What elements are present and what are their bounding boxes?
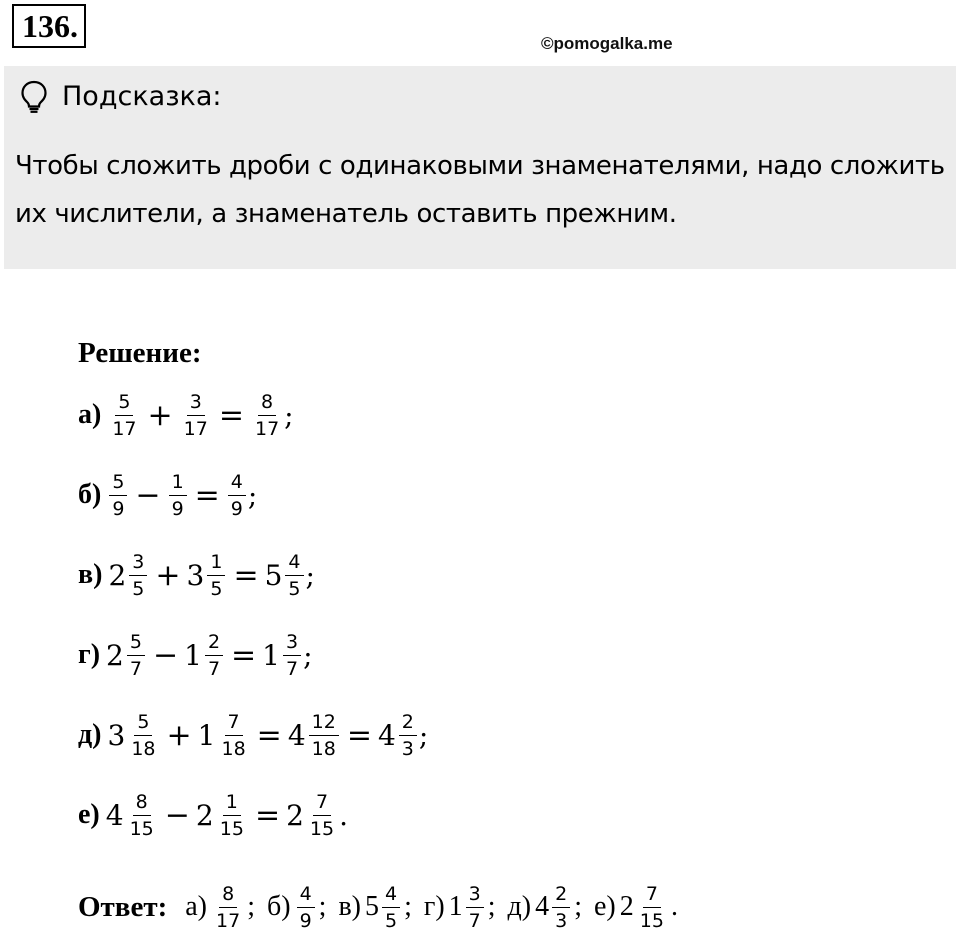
hint-title: Подсказка: <box>62 81 222 112</box>
fraction <box>218 711 248 760</box>
numerator: 2 <box>399 711 417 736</box>
denominator: 15 <box>309 817 335 840</box>
operator: + <box>166 717 192 753</box>
numerator: 5 <box>134 711 152 736</box>
numerator: 4 <box>297 883 315 908</box>
denominator: 9 <box>171 497 184 520</box>
row-label: а) <box>78 399 102 430</box>
row-end: ; <box>247 478 258 512</box>
fraction <box>552 883 570 932</box>
whole-part: 2 <box>286 798 304 832</box>
numerator: 4 <box>285 551 303 576</box>
answer-item-end: . <box>670 891 678 922</box>
operator: + <box>147 397 173 433</box>
fraction <box>128 711 158 760</box>
mixed-number <box>449 883 486 932</box>
solution-row <box>78 455 428 535</box>
mixed-number <box>288 711 341 760</box>
mixed-number <box>295 883 317 932</box>
mixed-number <box>167 471 189 520</box>
numerator: 3 <box>283 631 301 656</box>
mixed-number <box>184 631 225 680</box>
hint-header <box>20 80 222 114</box>
mixed-number <box>378 711 419 760</box>
whole-part: 4 <box>377 718 396 752</box>
task-number: 136 <box>22 8 70 44</box>
row-end: ; <box>305 558 315 592</box>
fraction <box>297 883 315 932</box>
mixed-number <box>108 711 161 760</box>
answer-item <box>508 883 582 932</box>
answer-item-label: б) <box>266 891 291 922</box>
operator: = <box>231 637 257 673</box>
denominator: 15 <box>129 817 154 840</box>
numerator: 3 <box>466 883 484 908</box>
mixed-number <box>198 711 251 760</box>
denominator: 17 <box>183 417 208 440</box>
answer-item <box>594 883 678 932</box>
denominator: 7 <box>129 657 142 680</box>
answer-label: Ответ: <box>78 890 168 923</box>
hint-panel <box>4 66 956 269</box>
mixed-number <box>365 883 402 932</box>
answer-item-label: д) <box>507 891 532 922</box>
answer-line <box>78 872 690 942</box>
mixed-number <box>106 631 147 680</box>
denominator: 15 <box>639 909 664 932</box>
whole-part: 4 <box>287 718 306 752</box>
mixed-number <box>187 551 228 600</box>
answer-item <box>267 883 326 932</box>
hint-text: Чтобы сложить дроби с одинаковыми знаменателями, надо сложить их числители, а знаменатель оставить прежним. <box>15 151 945 229</box>
mixed-number <box>179 391 213 440</box>
answer-item-label: в) <box>338 891 361 922</box>
solution-rows <box>78 375 428 855</box>
denominator: 17 <box>112 417 137 440</box>
numerator: 5 <box>127 631 145 656</box>
answer-item-end: ; <box>574 891 582 922</box>
row-label: г) <box>78 639 101 670</box>
whole-part: 3 <box>107 718 126 752</box>
whole-part: 2 <box>619 891 634 922</box>
numerator: 5 <box>109 471 127 496</box>
fraction <box>399 711 417 760</box>
operator: = <box>254 797 281 833</box>
numerator: 1 <box>223 791 241 816</box>
denominator: 3 <box>555 909 568 932</box>
answer-items <box>185 883 690 932</box>
row-end: ; <box>284 398 294 432</box>
numerator: 3 <box>187 391 205 416</box>
whole-part: 5 <box>364 891 379 922</box>
mixed-number <box>107 391 141 440</box>
denominator: 7 <box>207 657 221 680</box>
numerator: 7 <box>225 711 243 736</box>
numerator: 4 <box>228 471 246 496</box>
answer-item <box>424 883 496 932</box>
denominator: 5 <box>384 909 398 932</box>
row-label: е) <box>78 799 100 830</box>
mixed-number <box>620 883 669 932</box>
mixed-number <box>535 883 572 932</box>
mixed-number <box>226 471 248 520</box>
mixed-number <box>265 551 306 600</box>
whole-part: 4 <box>535 891 550 922</box>
row-label: д) <box>78 719 102 750</box>
fraction <box>307 791 337 840</box>
fraction <box>309 711 339 760</box>
mixed-number <box>108 551 149 600</box>
fraction <box>109 471 127 520</box>
fraction <box>217 791 247 840</box>
row-end: . <box>339 798 348 832</box>
answer-item-label: е) <box>594 891 616 922</box>
denominator: 17 <box>254 417 280 440</box>
numerator: 7 <box>313 791 331 816</box>
answer-item-end: ; <box>247 891 255 922</box>
whole-part: 1 <box>197 718 216 752</box>
operator: = <box>346 717 372 753</box>
operator: = <box>256 717 282 753</box>
row-end: ; <box>303 638 313 672</box>
denominator: 18 <box>221 737 246 760</box>
fraction <box>169 471 187 520</box>
mixed-number <box>107 471 129 520</box>
mixed-number <box>262 631 303 680</box>
denominator: 15 <box>219 817 244 840</box>
answer-item-end: ; <box>318 891 327 922</box>
operator: + <box>155 557 181 593</box>
mixed-number <box>196 791 249 840</box>
numerator: 8 <box>219 883 237 908</box>
fraction <box>127 791 157 840</box>
whole-part: 2 <box>195 798 214 832</box>
mixed-number <box>286 791 339 840</box>
numerator: 2 <box>552 883 570 908</box>
numerator: 5 <box>115 391 133 416</box>
mixed-number <box>250 391 284 440</box>
whole-part: 1 <box>184 638 202 672</box>
denominator: 5 <box>132 577 145 600</box>
whole-part: 2 <box>106 638 124 672</box>
answer-item <box>185 883 255 932</box>
denominator: 18 <box>311 737 336 760</box>
task-number-box <box>12 4 86 48</box>
fraction <box>228 471 246 520</box>
numerator: 1 <box>207 551 225 576</box>
numerator: 1 <box>169 471 187 496</box>
mixed-number <box>106 791 159 840</box>
denominator: 3 <box>401 737 414 760</box>
answer-item-end: ; <box>487 891 496 922</box>
numerator: 8 <box>258 391 276 416</box>
fraction <box>109 391 139 440</box>
fraction <box>205 631 223 680</box>
fraction <box>466 883 484 932</box>
fraction <box>283 631 301 680</box>
solution-row <box>78 695 428 775</box>
task-number-dot: . <box>70 8 78 44</box>
solution-row <box>78 775 428 855</box>
solution-title: Решение: <box>78 337 202 369</box>
fraction <box>252 391 282 440</box>
fraction <box>129 551 147 600</box>
denominator: 18 <box>131 737 156 760</box>
solution-row <box>78 375 428 455</box>
fraction <box>127 631 145 680</box>
answer-item-end: ; <box>404 891 412 922</box>
denominator: 5 <box>288 577 301 600</box>
row-label: в) <box>78 559 103 590</box>
fraction <box>285 551 303 600</box>
denominator: 7 <box>468 909 481 932</box>
denominator: 5 <box>210 577 223 600</box>
operator: = <box>218 397 244 433</box>
operator: − <box>152 637 179 673</box>
denominator: 9 <box>230 497 243 520</box>
numerator: 2 <box>205 631 223 656</box>
denominator: 9 <box>112 497 125 520</box>
fraction <box>382 883 400 932</box>
answer-item-label: г) <box>423 891 445 922</box>
mixed-number <box>211 883 245 932</box>
whole-part: 5 <box>264 558 283 592</box>
answer-item <box>338 883 411 932</box>
answer-item-label: а) <box>185 891 208 922</box>
whole-part: 2 <box>108 558 127 592</box>
operator: − <box>164 797 190 833</box>
whole-part: 1 <box>262 638 280 672</box>
whole-part: 3 <box>186 558 205 592</box>
solution-row <box>78 615 428 695</box>
solution-row <box>78 535 428 615</box>
whole-part: 1 <box>448 891 463 922</box>
whole-part: 4 <box>105 798 124 832</box>
operator: = <box>233 557 259 593</box>
denominator: 17 <box>216 909 241 932</box>
numerator: 7 <box>643 883 661 908</box>
watermark: ©pomogalka.me <box>541 34 673 53</box>
numerator: 4 <box>382 883 400 908</box>
operator: = <box>194 477 220 513</box>
operator: − <box>135 477 161 513</box>
fraction <box>637 883 667 932</box>
numerator: 12 <box>309 711 339 736</box>
row-label: б) <box>78 479 102 510</box>
fraction <box>213 883 243 932</box>
denominator: 9 <box>299 909 312 932</box>
fraction <box>207 551 225 600</box>
fraction <box>181 391 211 440</box>
denominator: 7 <box>286 657 299 680</box>
row-end: ; <box>418 718 429 752</box>
solution-section <box>78 333 428 855</box>
numerator: 3 <box>129 551 147 576</box>
numerator: 8 <box>133 791 151 816</box>
lightbulb-icon <box>20 80 48 114</box>
